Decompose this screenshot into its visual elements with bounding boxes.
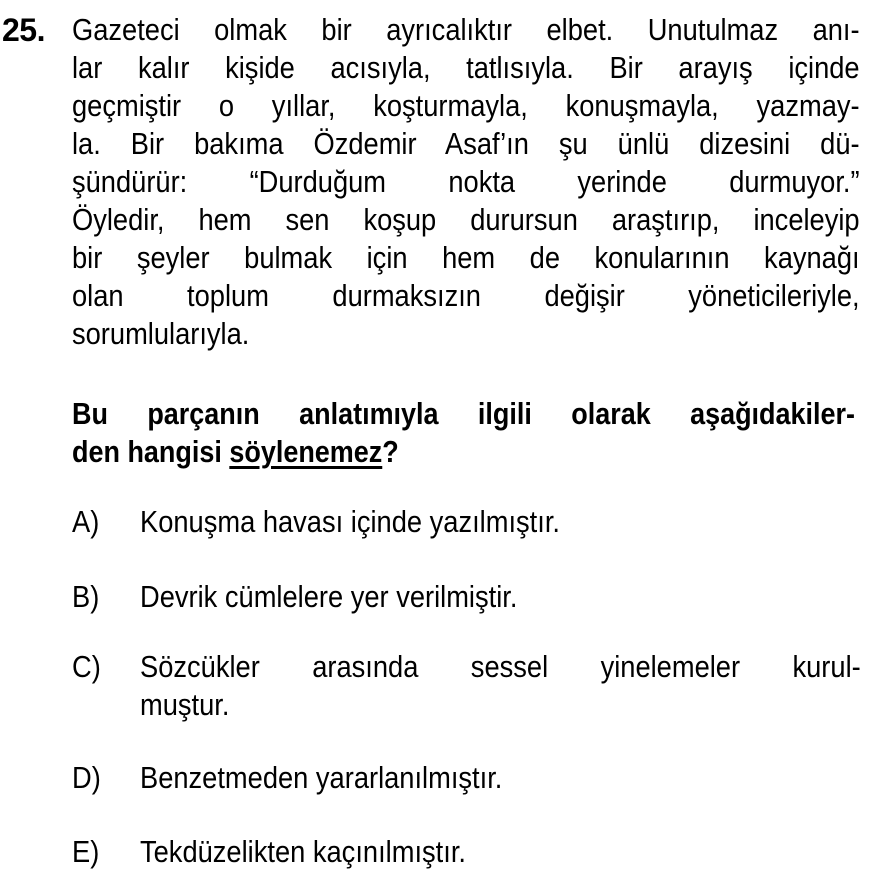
prompt-line: [72, 433, 758, 471]
passage-line: bir şeyler bulmak için hem de konularının kaynağı: [72, 240, 860, 275]
passage-line: sorumlularıyla.: [72, 316, 250, 351]
option-letter: D): [72, 760, 101, 795]
option-letter: A): [72, 504, 100, 539]
option-letter: C): [72, 649, 101, 684]
prompt-emphasis: söylenemez: [229, 434, 383, 469]
option-text: muştur.: [140, 687, 230, 722]
option-text: Konuşma havası içinde yazılmıştır.: [140, 504, 560, 539]
passage-line: la. Bir bakıma Özdemir Asaf’ın şu ünlü dizesini dü-: [72, 126, 860, 161]
passage-line: Gazeteci olmak bir ayrıcalıktır elbet. Unutulmaz anı-: [72, 12, 860, 47]
option-text: Tekdüzelikten kaçınılmıştır.: [140, 834, 466, 869]
passage-line: olan toplum durmaksızın değişir yöneticileriyle,: [72, 278, 860, 313]
option-letter: B): [72, 579, 100, 614]
passage-line: Öyledir, hem sen koşup durursun araştırıp, inceleyip: [72, 202, 860, 237]
option-text: Benzetmeden yararlanılmıştır.: [140, 760, 503, 795]
question-number: 25.: [2, 12, 45, 48]
passage-line: geçmiştir o yıllar, koşturmayla, konuşmayla, yazmay-: [72, 88, 860, 123]
option-letter: E): [72, 834, 100, 869]
option-text: Sözcükler arasında sessel yinelemeler kurul-: [140, 649, 861, 684]
option-text: Devrik cümlelere yer verilmiştir.: [140, 579, 518, 614]
passage-line: lar kalır kişide acısıyla, tatlısıyla. Bir arayış içinde: [72, 50, 860, 85]
prompt-text: ?: [382, 434, 399, 469]
prompt-line: Bu parçanın anlatımıyla ilgili olarak aşağıdakiler-: [72, 396, 855, 431]
passage-line: şündürür: “Durduğum nokta yerinde durmuyor.”: [72, 164, 860, 199]
prompt-text: den hangisi: [72, 434, 230, 469]
